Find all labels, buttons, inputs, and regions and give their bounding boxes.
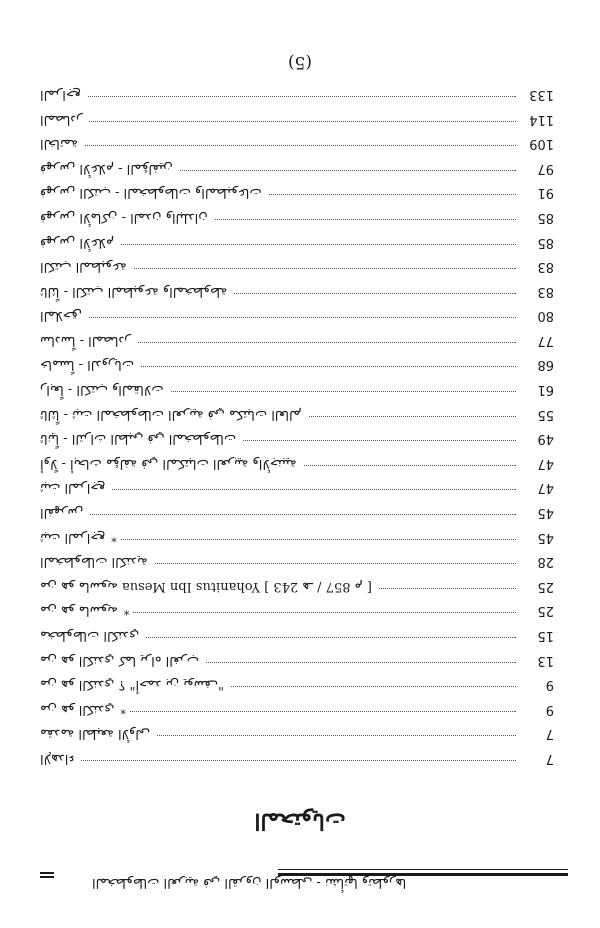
toc-entry-page: 45: [537, 505, 554, 521]
toc-dot-leader: [121, 244, 516, 245]
toc-entry-star: *: [123, 604, 130, 618]
header-rule-thin: [278, 869, 568, 870]
toc-entry-title: المخطوطات الكندية: [40, 554, 148, 570]
toc-entry-title: المراجع: [40, 86, 81, 102]
toc-entry: [40, 327, 554, 352]
toc-entry-page: 85: [537, 234, 554, 250]
toc-dot-leader: [90, 514, 516, 515]
toc-entry-page: 133: [529, 86, 554, 102]
toc-entry-title: فهرس الأعلام - المؤلفين: [40, 160, 173, 176]
toc-dot-leader: [146, 637, 516, 638]
toc-entry: [40, 204, 554, 229]
toc-entry: [40, 598, 554, 623]
toc-entry: [40, 696, 554, 721]
toc-entry-page: 109: [529, 136, 554, 152]
toc-dot-leader: [81, 760, 516, 761]
toc-entry-page: 15: [537, 628, 554, 644]
toc-entry-page: 49: [537, 431, 554, 447]
toc-dot-leader: [309, 416, 516, 417]
toc-entry: [40, 81, 554, 106]
toc-entry-title: الملاحق: [40, 308, 82, 324]
running-header: [32, 860, 568, 900]
toc-entry-title: فهرس الأعلام: [40, 234, 114, 250]
toc-entry-page: 55: [537, 406, 554, 422]
toc-entry: [40, 352, 554, 377]
table-of-contents: [40, 81, 554, 770]
toc-entry-page: 47: [537, 455, 554, 471]
toc-entry-title: من هو الكندي ؟ "أحمد بن يوسف": [40, 677, 224, 693]
toc-dot-leader: [112, 489, 516, 490]
toc-dot-leader: [379, 588, 516, 589]
toc-entry: [40, 622, 554, 647]
toc-entry-star: *: [120, 702, 126, 716]
toc-entry-page: 61: [537, 382, 554, 398]
toc-entry-star: *: [111, 530, 117, 544]
page-number: (5): [287, 52, 313, 72]
toc-dot-leader: [89, 317, 516, 318]
toc-entry: [40, 377, 554, 402]
toc-entry-title: خامساً - الدوريات: [40, 357, 134, 373]
toc-entry-page: 13: [537, 652, 554, 668]
toc-entry: [40, 475, 554, 500]
toc-dot-leader: [121, 539, 516, 540]
toc-dot-leader: [304, 465, 516, 466]
toc-entry: [40, 647, 554, 672]
toc-dot-leader: [88, 96, 516, 97]
toc-entry-page: 25: [537, 578, 554, 594]
toc-entry-page: 91: [537, 185, 554, 201]
toc-entry: [40, 106, 554, 131]
header-rule-mark: [40, 876, 54, 878]
toc-entry-title: فهرس الأماكن - المدن والبلدان: [40, 209, 208, 225]
toc-dot-leader: [130, 711, 516, 712]
toc-dot-leader: [269, 194, 516, 195]
toc-entry-title: من هو ماسويه Yohanitus Ibn Mesua [ 243 هـ / 857 م ]: [40, 578, 372, 594]
toc-entry-page: 28: [537, 554, 554, 570]
toc-entry: [40, 721, 554, 746]
toc-dot-leader: [89, 121, 516, 122]
toc-entry-title: رابعاً - الكتب والمقالات: [40, 382, 164, 398]
toc-entry-page: 83: [537, 283, 554, 299]
toc-entry-title: المصادر: [40, 111, 83, 127]
toc-entry: [40, 549, 554, 574]
toc-entry: [40, 450, 554, 475]
toc-dot-leader: [180, 170, 516, 171]
toc-entry-title: مخطوطات الكندي: [40, 628, 140, 644]
toc-entry: [40, 229, 554, 254]
toc-dot-leader: [133, 612, 516, 613]
toc-entry-page: 77: [537, 332, 554, 348]
toc-entry: [40, 524, 554, 549]
toc-dot-leader: [234, 293, 516, 294]
toc-entry: [40, 499, 554, 524]
toc-entry: [40, 303, 554, 328]
toc-entry-title: أولاً - أبحاث مؤلفة في المكتبات العربية والأجنبية: [40, 455, 297, 471]
toc-entry: [40, 573, 554, 598]
toc-entry-title: سادساً - المصادر: [40, 332, 131, 348]
toc-entry-title: ثبت المراجع: [40, 529, 106, 545]
toc-entry-page: 68: [537, 357, 554, 373]
toc-entry-page: 85: [537, 209, 554, 225]
toc-dot-leader: [134, 268, 516, 269]
toc-entry-title: الخاتمة: [40, 136, 79, 152]
toc-entry-page: 7: [545, 726, 554, 742]
toc-entry: [40, 401, 554, 426]
toc-entry-title: الإهداء: [40, 751, 75, 766]
toc-entry: [40, 426, 554, 451]
toc-entry-title: ثالثاً - الكتب المطبوعة والمخطوطة: [40, 283, 228, 299]
toc-entry-page: 97: [537, 160, 554, 176]
toc-entry: [40, 180, 554, 205]
toc-entry-title: ثالثاً - ثبت المخطوطات العربية في مكتبات العالم: [40, 406, 302, 422]
toc-dot-leader: [155, 563, 516, 564]
toc-entry-title: الفهرس: [40, 505, 84, 521]
toc-dot-leader: [141, 367, 516, 368]
toc-entry-page: 9: [545, 701, 554, 717]
running-title: المخطوطات العربية في القرون الوسطى - نشأتها وتطورها: [92, 875, 407, 890]
toc-dot-leader: [138, 342, 516, 343]
toc-dot-leader: [171, 391, 516, 392]
toc-entry-page: 7: [545, 751, 554, 766]
toc-entry-page: 9: [545, 677, 554, 693]
toc-entry-title: من هو الكندي كما يراه الغرب: [40, 652, 199, 668]
toc-entry-title: من هو الكندي: [40, 701, 115, 717]
toc-dot-leader: [231, 686, 516, 687]
toc-entry-page: 25: [537, 603, 554, 619]
toc-entry: [40, 278, 554, 303]
toc-entry: [40, 155, 554, 180]
toc-entry: [40, 745, 554, 770]
toc-entry-title: مقدمة الطبعة الأولى: [40, 726, 151, 742]
toc-entry: [40, 672, 554, 697]
toc-entry-title: من هو ماسويه: [40, 603, 118, 619]
toc-entry-page: 114: [529, 111, 554, 127]
toc-entry: [40, 254, 554, 279]
toc-dot-leader: [206, 662, 516, 663]
toc-entry-title: ثانياً - التراث الطبي في المخطوطات: [40, 431, 237, 447]
toc-entry-title: فهرس الكتب - المخطوطات والمطبوعات: [40, 185, 262, 201]
toc-dot-leader: [243, 440, 516, 441]
toc-dot-leader: [157, 735, 516, 736]
page-title: المحتويات: [254, 808, 346, 834]
toc-entry-page: 80: [537, 308, 554, 324]
toc-entry-page: 47: [537, 480, 554, 496]
toc-dot-leader: [215, 219, 516, 220]
toc-entry-page: 83: [537, 259, 554, 275]
toc-entry-page: 45: [537, 529, 554, 545]
toc-entry-title: ثبت المراجع: [40, 480, 106, 496]
toc-entry-title: الكتب المطبوعة: [40, 259, 127, 275]
toc-dot-leader: [85, 145, 516, 146]
toc-entry: [40, 131, 554, 156]
